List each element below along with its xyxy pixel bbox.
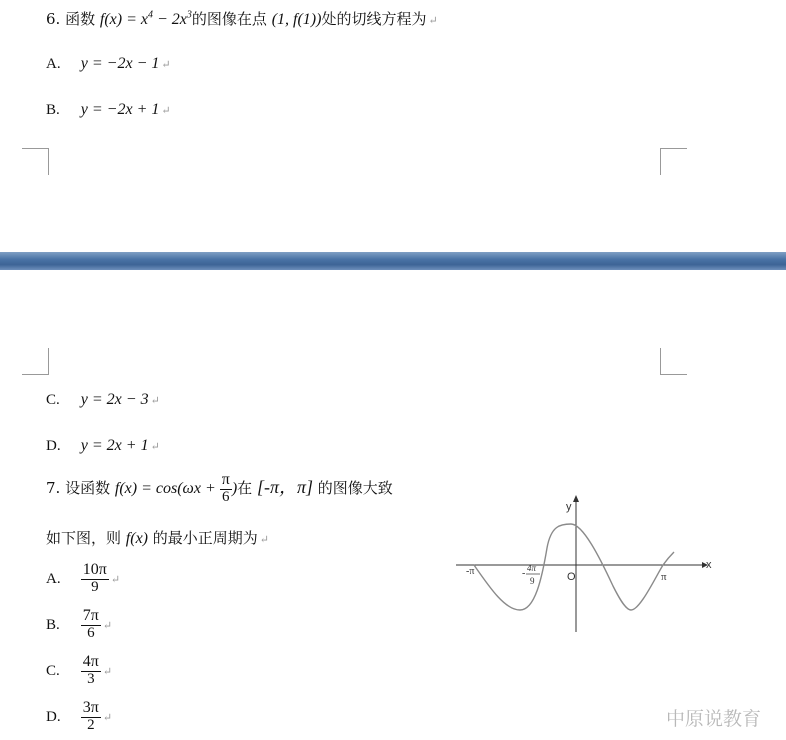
q6-option-b: B. y = −2x + 1 ↵	[46, 101, 171, 118]
q7-function-ref: f(x)	[125, 530, 148, 547]
q7-option-a: A. $\frac{10\pi}{9}$ ↵	[46, 561, 121, 595]
q7-function: f(x) = cos(ωx +	[114, 479, 220, 497]
q6-function: $f(x) = x^4 - 2x^3$	[99, 9, 192, 28]
cosine-curve	[474, 524, 674, 610]
x-axis-label: x	[706, 559, 712, 571]
q7-interval: [-π，π]	[256, 476, 313, 497]
q7-text-2: 在	[237, 478, 253, 497]
option-fraction: $\frac{3\pi}{2}$	[82, 699, 99, 733]
q6-text-1: 函数	[65, 10, 96, 28]
q6-option-d: D. y = 2x + 1 ↵	[46, 437, 160, 454]
tick-mark-sign: -	[522, 568, 526, 579]
q7-number: 7.	[46, 478, 61, 497]
page-top	[0, 0, 786, 252]
q7-option-b: B. $\frac{7\pi}{6}$ ↵	[46, 607, 113, 641]
q7-option-c: C. $\frac{4\pi}{3}$ ↵	[46, 653, 113, 687]
q6-text-3: 处的切线方程为	[321, 10, 427, 28]
q6-text-2: 的图像在点	[191, 10, 267, 28]
q7-option-d: D. $\frac{3\pi}{2}$ ↵	[46, 699, 113, 733]
page-break-gap	[0, 252, 786, 270]
q7-text-4: 如下图，则	[46, 529, 122, 547]
q6-option-c: C. y = 2x − 3 ↵	[46, 391, 160, 408]
watermark: 中原说教育	[666, 709, 762, 730]
option-fraction: $\frac{4\pi}{3}$	[82, 653, 99, 687]
q6-option-a: A. y = −2x − 1 ↵	[46, 55, 171, 72]
q6-point: (1, f(1))	[271, 11, 322, 28]
q7-stem-line2: 如下图，则 f(x) 的最小正周期为 ↵	[46, 529, 270, 547]
y-axis-label: y	[566, 501, 572, 513]
return-mark: ↵	[428, 14, 438, 27]
option-fraction: $\frac{7\pi}{6}$	[82, 607, 99, 641]
tick-mark-numerator: 4π	[527, 563, 537, 573]
cosine-graph	[450, 488, 722, 636]
tick-mark-denominator: 9	[530, 576, 535, 586]
q7-text-3: 的图像大致	[317, 478, 393, 497]
q7-text-5: 的最小正周期为	[152, 529, 258, 547]
margin-corner-mark	[660, 148, 687, 175]
pi-label: π	[661, 571, 667, 583]
q7-stem-line1: 7. 设函数 f(x) = cos(ωx + $\frac{\pi}{6}$ )在 [-π，π] 的图像大致	[46, 471, 393, 505]
option-fraction: $\frac{10\pi}{9}$	[82, 561, 107, 595]
neg-pi-label: -π	[466, 566, 475, 577]
q7-phase-fraction: $\frac{\pi}{6}$	[221, 471, 230, 505]
q6-stem	[46, 8, 438, 29]
margin-corner-mark	[660, 348, 687, 375]
q6-number: 6.	[46, 10, 61, 28]
margin-corner-mark	[22, 348, 49, 375]
origin-label: O	[567, 571, 576, 583]
y-axis-arrow	[573, 495, 579, 502]
margin-corner-mark	[22, 148, 49, 175]
q7-text-1: 设函数	[65, 478, 111, 497]
